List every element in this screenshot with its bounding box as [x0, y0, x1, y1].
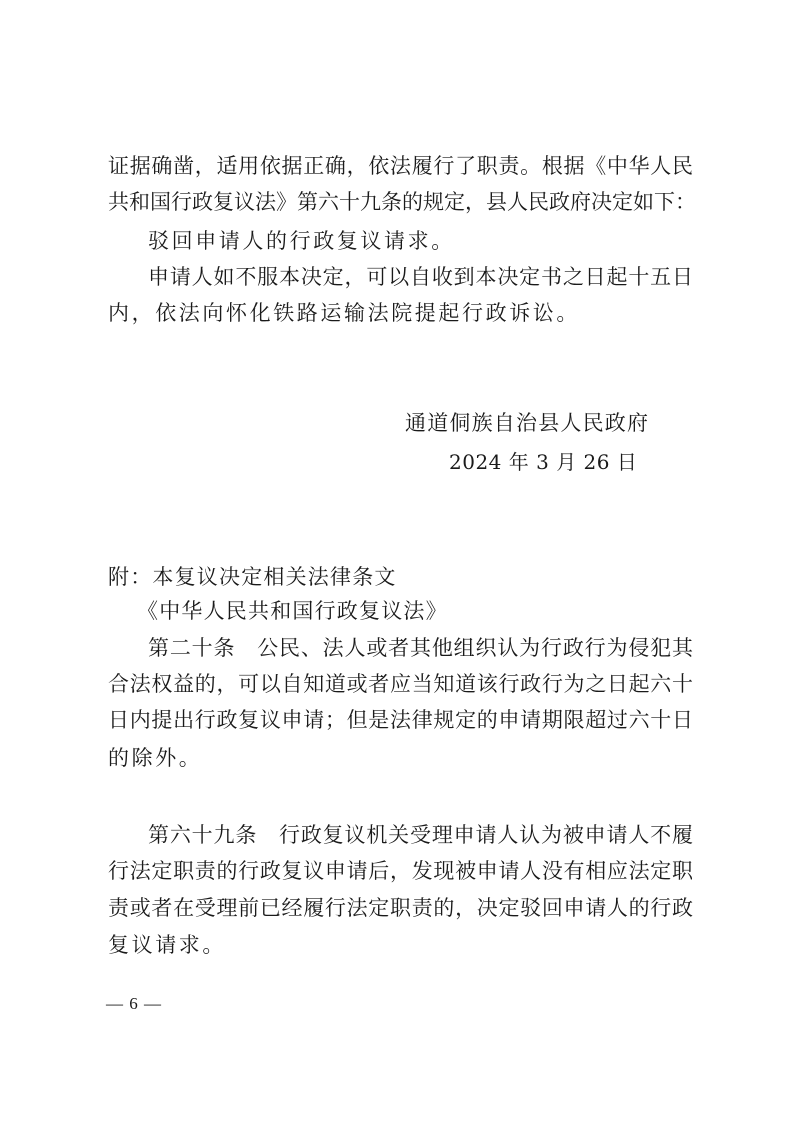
article-20-line-2: 合法权益的，可以自知道或者应当知道该行政行为之日起六十 — [108, 672, 693, 696]
signature-date: 2024 年 3 月 26 日 — [449, 450, 638, 474]
article-69-line-3: 责或者在受理前已经履行法定职责的，决定驳回申请人的行政 — [108, 896, 693, 920]
appendix-law-title: 《中华人民共和国行政复议法》 — [137, 599, 448, 623]
article-20-line-4: 的除外。 — [108, 746, 203, 770]
page-number: — 6 — — [106, 994, 162, 1013]
signature-organization: 通道侗族自治县人民政府 — [405, 411, 650, 435]
body-paragraph-3-line-1: 申请人如不服本决定，可以自收到本决定书之日起十五日 — [148, 265, 693, 289]
body-paragraph-2: 驳回申请人的行政复议请求。 — [148, 229, 455, 253]
article-20-line-3: 日内提出行政复议申请；但是法律规定的申请期限超过六十日 — [108, 708, 693, 732]
article-69-line-1: 第六十九条 行政复议机关受理申请人认为被申请人不履 — [148, 823, 693, 847]
body-paragraph-1-line-2: 共和国行政复议法》第六十九条的规定，县人民政府决定如下： — [108, 190, 696, 214]
body-paragraph-1-line-1: 证据确凿，适用依据正确，依法履行了职责。根据《中华人民 — [108, 154, 693, 178]
article-69-line-2: 行法定职责的行政复议申请后，发现被申请人没有相应法定职 — [108, 859, 693, 883]
body-paragraph-3-line-2: 内，依法向怀化铁路运输法院提起行政诉讼。 — [108, 301, 580, 325]
article-69-line-4: 复议请求。 — [108, 933, 226, 957]
article-20-line-1: 第二十条 公民、法人或者其他组织认为行政行为侵犯其 — [148, 636, 693, 660]
appendix-heading: 附：本复议决定相关法律条文 — [108, 565, 397, 589]
